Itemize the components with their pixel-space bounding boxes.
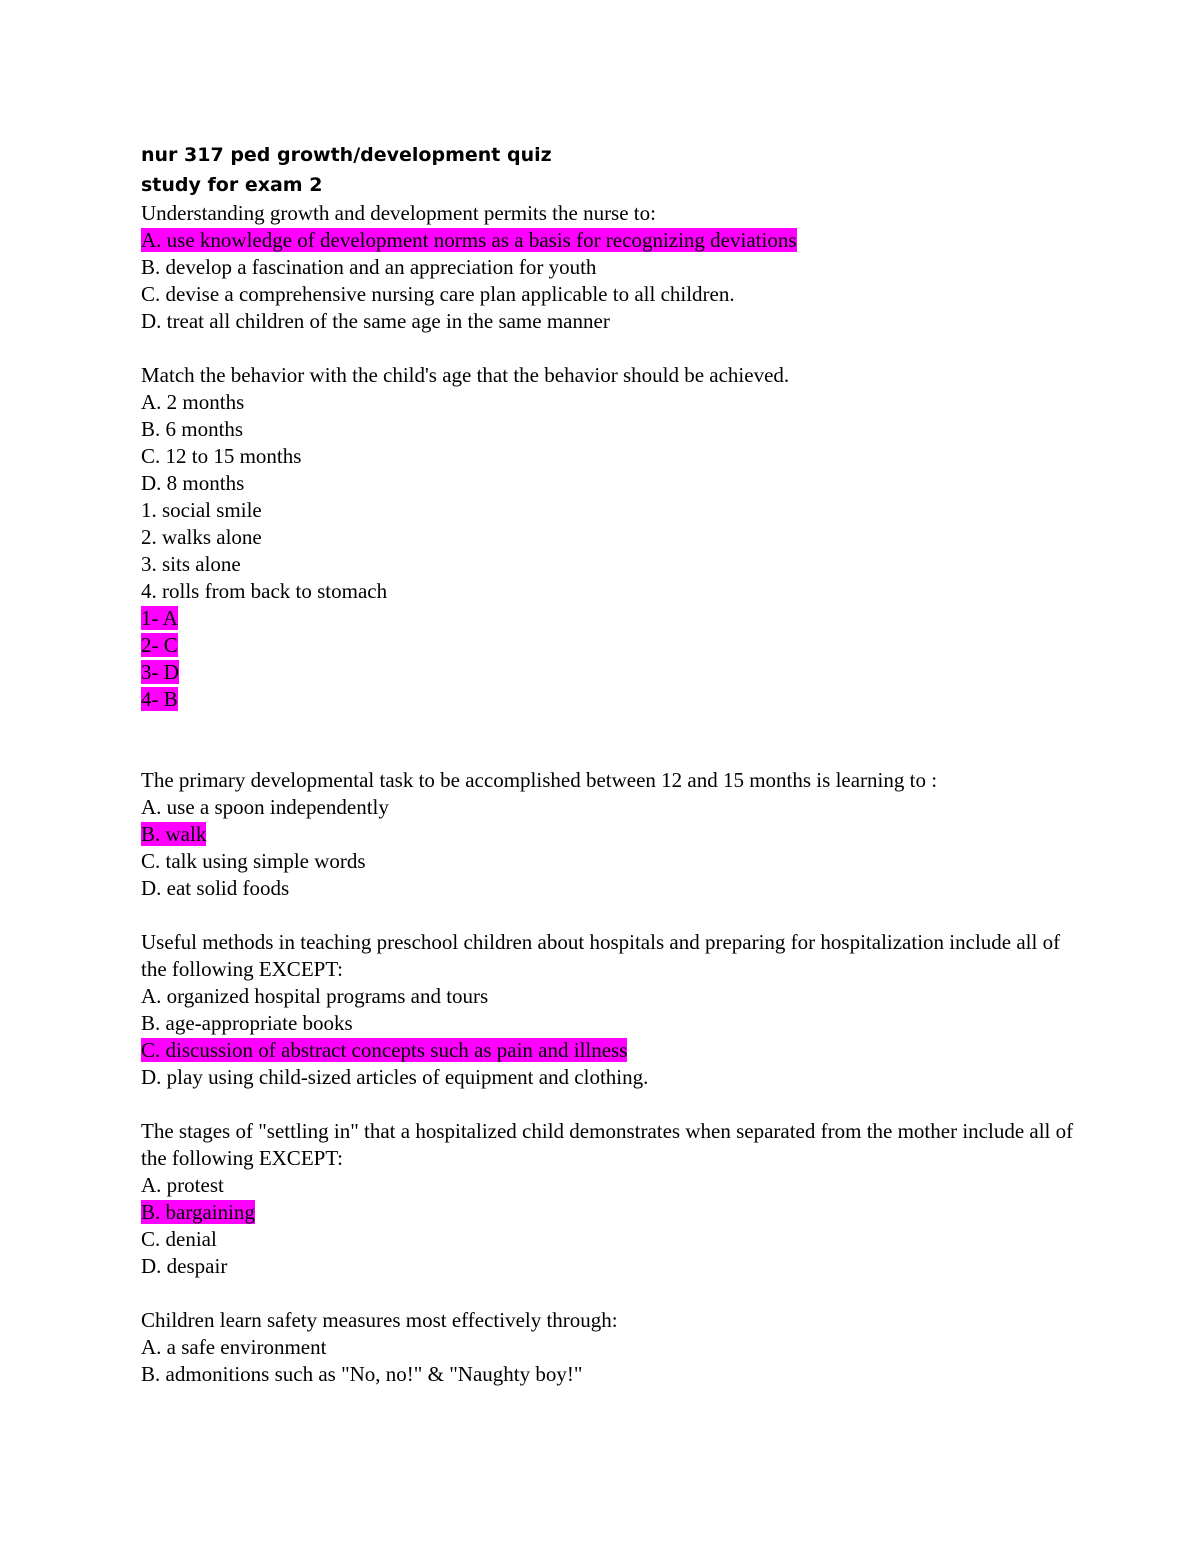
question-prompt: The stages of "settling in" that a hospitalized child demonstrates when separated from the mother include all of the following EXCEPT: <box>141 1119 1074 1170</box>
answer-highlight: C. discussion of abstract concepts such as pain and illness <box>141 1038 628 1062</box>
option: D. despair <box>141 1254 228 1278</box>
option: A. use a spoon independently <box>141 795 389 819</box>
option: D. eat solid foods <box>141 876 290 900</box>
answer-highlight: 4- B <box>141 687 178 711</box>
option: B. admonitions such as "No, no!" & "Naughty boy!" <box>141 1362 583 1386</box>
option: D. treat all children of the same age in the same manner <box>141 309 610 333</box>
question-prompt: Useful methods in teaching preschool children about hospitals and preparing for hospitalization include all of the following EXCEPT: <box>141 930 1061 981</box>
option <box>141 1199 1081 1226</box>
spacer <box>141 713 1081 767</box>
option: A. protest <box>141 1173 224 1197</box>
answer-highlight: 2- C <box>141 633 178 657</box>
question-prompt: Understanding growth and development permits the nurse to: <box>141 201 656 225</box>
match-answer <box>141 686 1081 713</box>
question-prompt: Match the behavior with the child's age that the behavior should be achieved. <box>141 363 790 387</box>
spacer <box>141 335 1081 362</box>
question-3 <box>141 767 1081 902</box>
option: A. organized hospital programs and tours <box>141 984 489 1008</box>
match-item: 4. rolls from back to stomach <box>141 579 388 603</box>
option: C. denial <box>141 1227 217 1251</box>
match-answer <box>141 605 1081 632</box>
option <box>141 821 1081 848</box>
document-title: nur 317 ped growth/development quiz <box>141 144 552 166</box>
question-6 <box>141 1307 1081 1388</box>
match-item: 1. social smile <box>141 498 262 522</box>
answer-highlight: 3- D <box>141 660 179 684</box>
spacer <box>141 1091 1081 1118</box>
answer-highlight: B. walk <box>141 822 207 846</box>
question-prompt: The primary developmental task to be accomplished between 12 and 15 months is learning to : <box>141 768 938 792</box>
answer-highlight: B. bargaining <box>141 1200 255 1224</box>
option: C. 12 to 15 months <box>141 444 302 468</box>
spacer <box>141 1280 1081 1307</box>
match-answer <box>141 659 1081 686</box>
option: A. a safe environment <box>141 1335 327 1359</box>
option: A. 2 months <box>141 390 245 414</box>
match-item: 2. walks alone <box>141 525 262 549</box>
answer-highlight: A. use knowledge of development norms as a basis for recognizing deviations <box>141 228 797 252</box>
question-5 <box>141 1118 1081 1280</box>
question-prompt: Children learn safety measures most effectively through: <box>141 1308 618 1332</box>
question-2 <box>141 362 1081 713</box>
option: C. devise a comprehensive nursing care plan applicable to all children. <box>141 282 735 306</box>
question-1 <box>141 200 1081 335</box>
option: B. 6 months <box>141 417 244 441</box>
option: B. age-appropriate books <box>141 1011 353 1035</box>
match-item: 3. sits alone <box>141 552 241 576</box>
option: C. talk using simple words <box>141 849 366 873</box>
document-page <box>141 140 1081 1388</box>
option <box>141 1037 1081 1064</box>
option: D. 8 months <box>141 471 245 495</box>
question-4 <box>141 929 1081 1091</box>
answer-highlight: 1- A <box>141 606 178 630</box>
match-answer <box>141 632 1081 659</box>
document-subtitle: study for exam 2 <box>141 174 323 196</box>
option: D. play using child-sized articles of equipment and clothing. <box>141 1065 649 1089</box>
spacer <box>141 902 1081 929</box>
option: B. develop a fascination and an appreciation for youth <box>141 255 597 279</box>
option <box>141 227 1081 254</box>
